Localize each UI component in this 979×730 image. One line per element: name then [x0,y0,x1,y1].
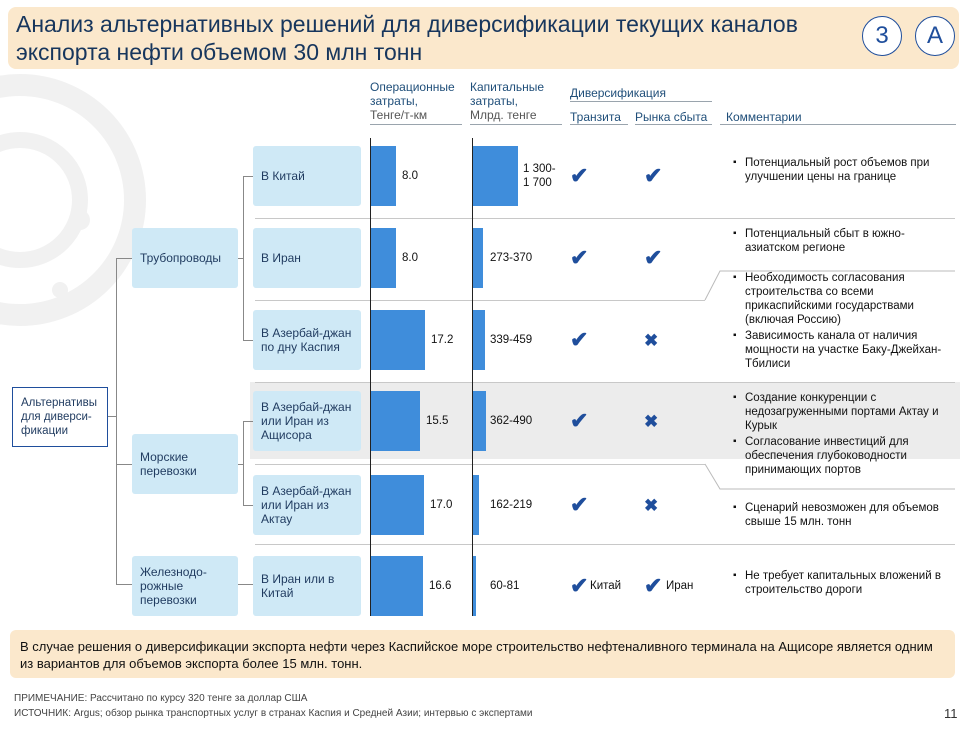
comment-3: ▪ Создание конкуренции с недозагруженными портами Актау и Курык ▪ Согласование инвестиций для обеспечения глубоководности принимающих портов [733,391,955,479]
route-iran: В Иран [253,228,361,288]
opex-bar [371,475,424,535]
opex-bar [371,556,423,616]
capex-bar [473,228,483,288]
transit-check-icon: ✔ [570,492,589,517]
opex-header: Операционные затраты, Тенге/т-км [370,80,455,122]
decorative-rings [0,70,170,330]
footnote: ПРИМЕЧАНИЕ: Рассчитано по курсу 320 тенге за доллар США [14,693,308,704]
comments-header: Комментарии [726,110,802,124]
transit-check-icon: ✔ [570,327,589,352]
category-pipelines: Трубопроводы [132,228,238,288]
route-rail-iran-china: В Иран или в Китай [253,556,361,616]
capex-bar [473,310,485,370]
opex-bar [371,310,425,370]
transit-check-icon: ✔ [570,408,589,433]
capex-value: 362-490 [490,415,533,427]
capex-bar [473,391,486,451]
opex-bar [371,228,396,288]
capex-bar [473,146,518,206]
market-cross-icon: ✖ [644,496,659,515]
category-rail: Железнодо-рожные перевозки [132,556,238,616]
market-cross-icon: ✖ [644,331,659,350]
market-cross-icon: ✖ [644,412,659,431]
transit-check-icon: ✔ [570,163,589,188]
route-china: В Китай [253,146,361,206]
source-note: ИСТОЧНИК: Argus; обзор рынка транспортных услуг в странах Каспия и Средней Азии; интервью с экспертами [14,708,533,719]
transit-note: Китай [590,580,622,592]
comment-1: ▪ Потенциальный сбыт в южно-азиатском регионе [733,227,955,257]
diversification-header: Диверсификация [570,86,666,100]
opex-bar [371,146,396,206]
capex-value: 339-459 [490,334,533,346]
market-check-icon: ✔ [644,245,663,270]
opex-value: 8.0 [402,252,418,264]
route-aktau: В Азербай-джан или Иран из Актау [253,475,361,535]
comment-5: ▪ Не требует капитальных вложений в строительство дороги [733,569,955,599]
route-ashchisor: В Азербай-джан или Иран из Ащисора [253,391,361,451]
opex-value: 17.2 [431,334,454,346]
capex-value: 162-219 [490,499,533,511]
market-check-icon: ✔ [644,573,663,598]
opex-value: 15.5 [426,415,449,427]
capex-value: 60-81 [490,580,520,592]
capex-bar [473,556,476,616]
opex-bar [371,391,420,451]
route-azerbaijan-caspian: В Азербай-джан по дну Каспия [253,310,361,370]
transit-check-icon: ✔ [570,245,589,270]
capex-bar [473,475,479,535]
comment-4: ▪ Сценарий невозможен для объемов свыше 15 млн. тонн [733,501,955,531]
category-sea: Морские перевозки [132,434,238,494]
opex-value: 8.0 [402,170,418,182]
market-check-icon: ✔ [644,163,663,188]
capex-value: 273-370 [490,252,533,264]
market-header: Рынка сбыта [635,110,708,124]
capex-header: Капитальные затраты, Млрд. тенге [470,80,545,122]
variant-badge: A [915,16,955,56]
transit-check-icon: ✔ [570,573,589,598]
capex-value: 1 300- 1 700 [523,163,556,189]
conclusion-text: В случае решения о диверсификации экспорта нефти через Каспийское море строительство нефтеналивного терминала на Ащисоре является одним из вариантов для объемов экспорта более 15 млн. тонн. [20,639,933,671]
comment-2: ▪ Необходимость согласования строительства со всеми прикаспийскими государствами (включая Россию) ▪ Зависимость канала от наличия мощности на участке Баку-Джейхан-Тбилиси [733,271,955,373]
opex-value: 16.6 [429,580,452,592]
transit-header: Транзита [570,110,621,124]
opex-value: 17.0 [430,499,453,511]
page-number: 11 [944,706,958,721]
page-title: Анализ альтернативных решений для диверсификации текущих каналов экспорта нефти объемом 30 млн тонн [16,11,798,65]
root-node: Альтернативы для диверси-фикации [12,387,108,447]
section-badge: 3 [862,16,902,56]
comment-0: ▪ Потенциальный рост объемов при улучшении цены на границе [733,156,955,186]
market-note: Иран [666,580,694,592]
